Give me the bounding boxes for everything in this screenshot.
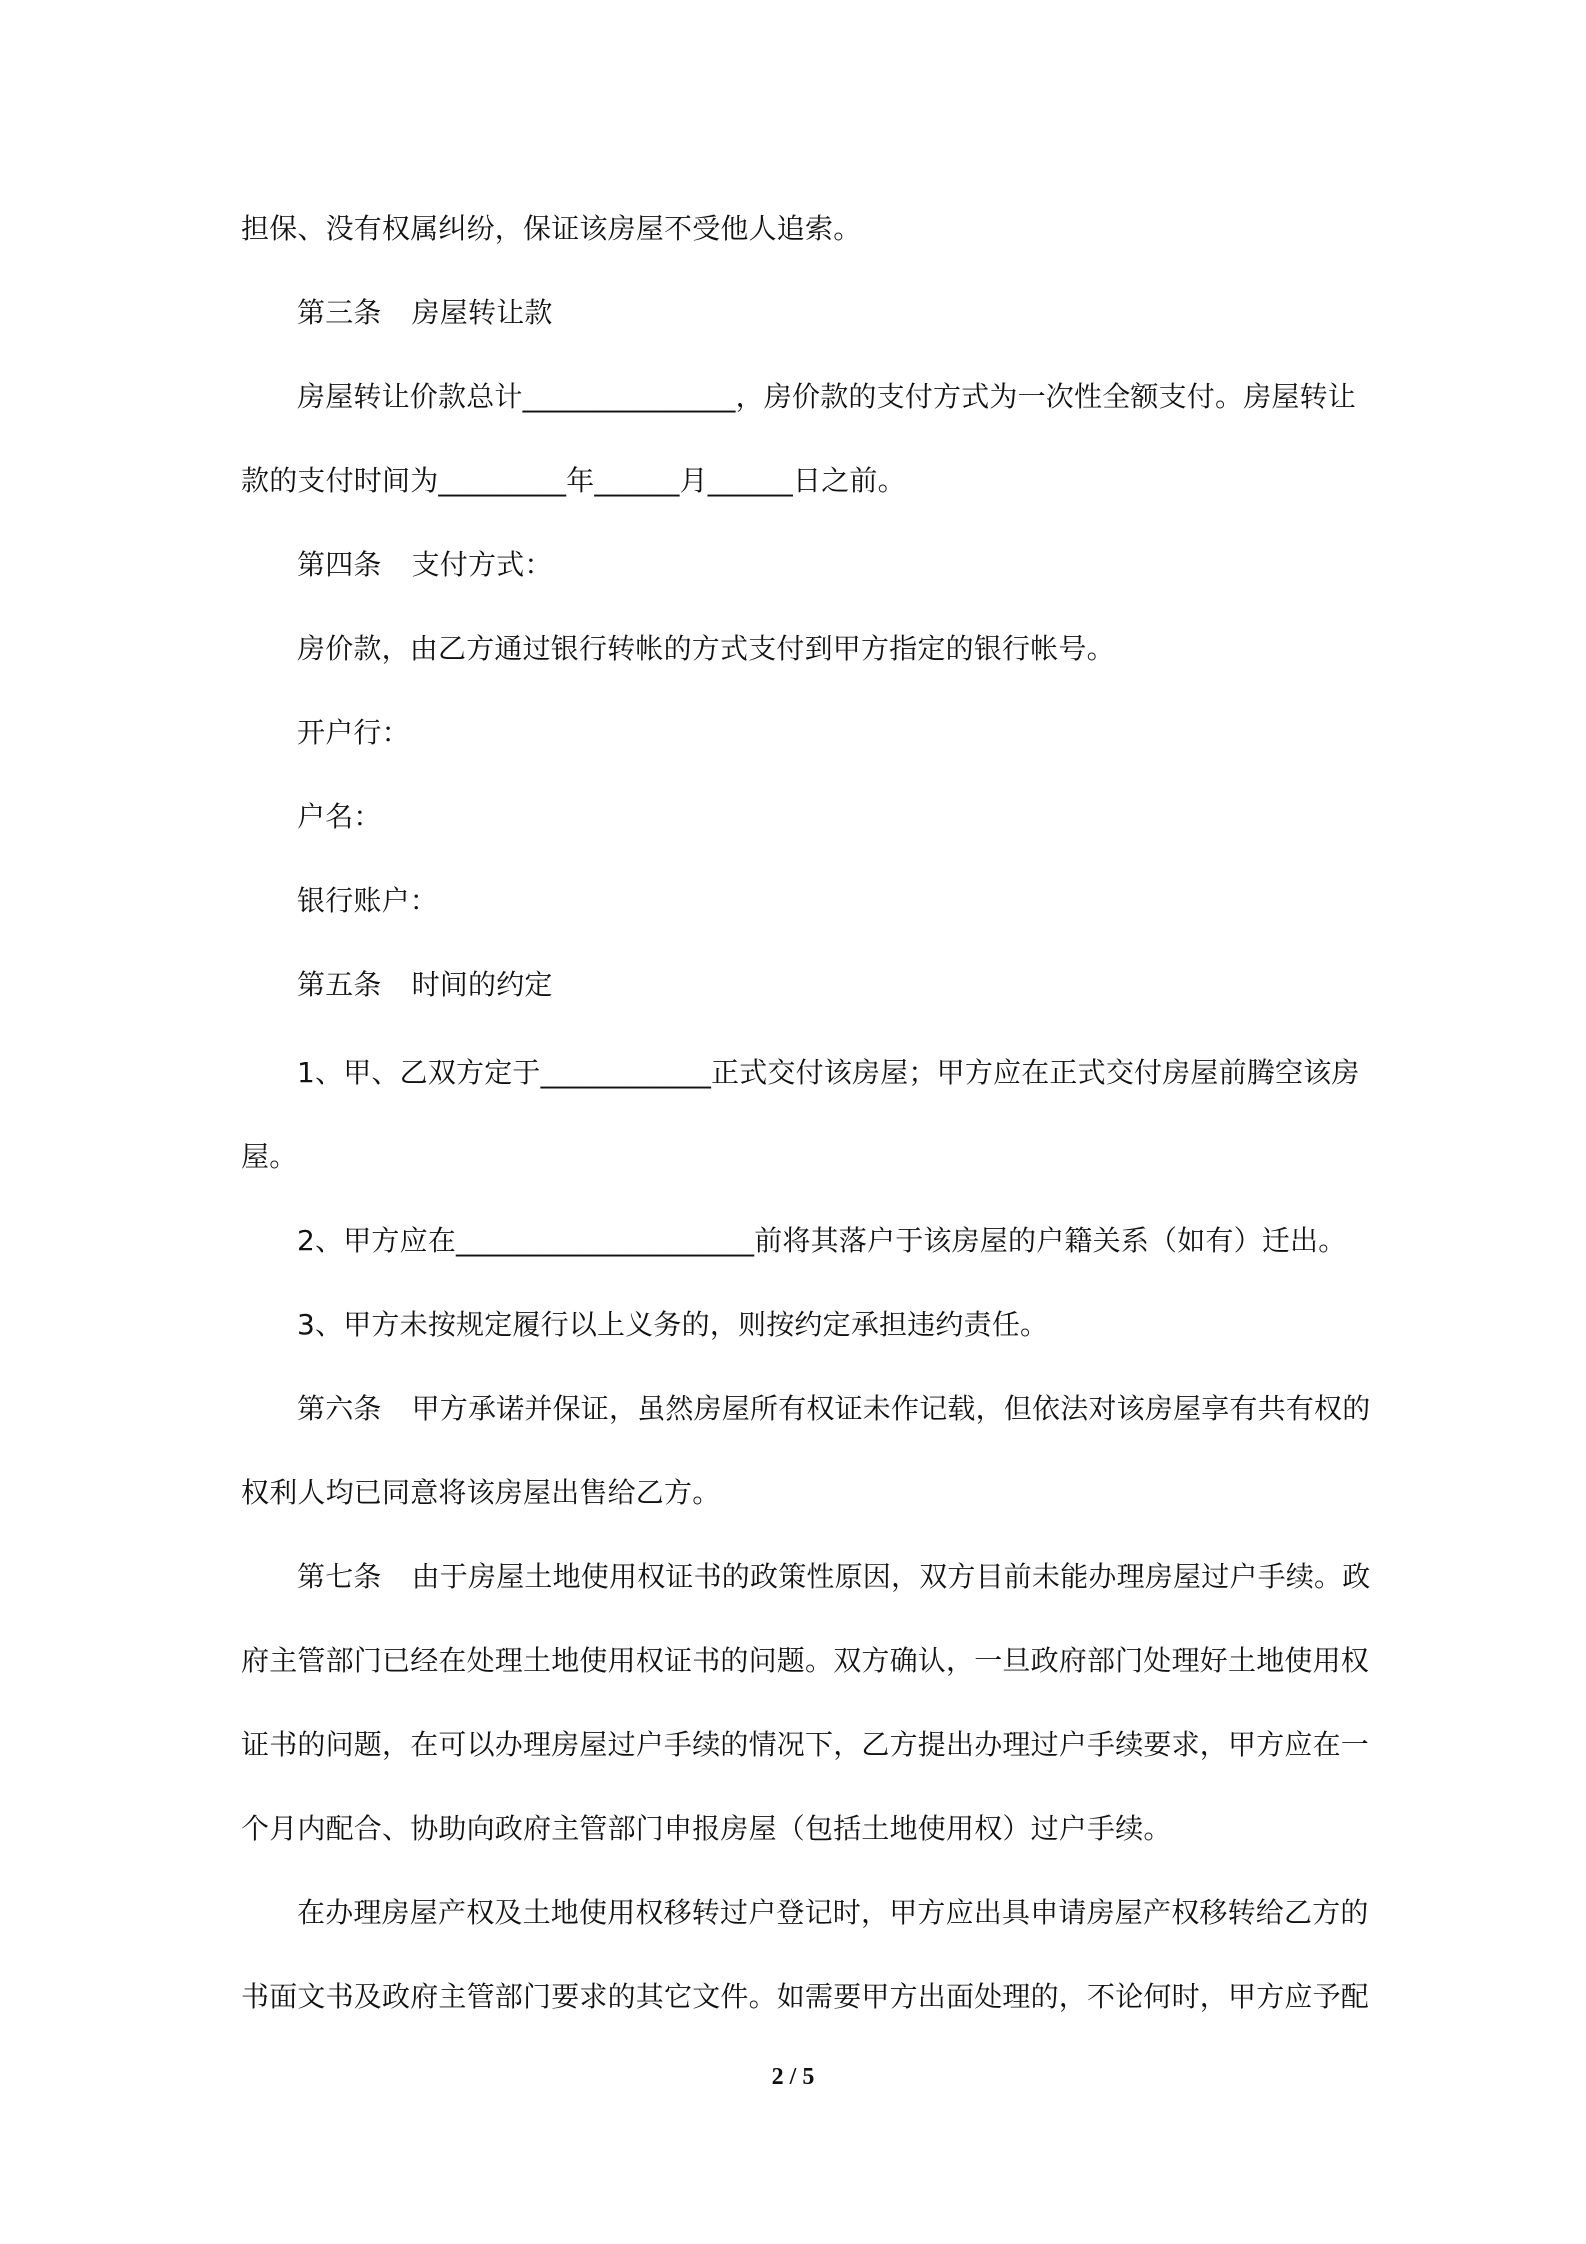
paragraph-line: 3、甲方未按规定履行以上义务的，则按约定承担违约责任。 bbox=[297, 1308, 1049, 1341]
bank-account-label: 银行账户： bbox=[297, 884, 439, 917]
article-7-heading bbox=[297, 1557, 1370, 1597]
article-number: 第五条 bbox=[297, 968, 382, 1001]
article-number: 第三条 bbox=[297, 296, 382, 329]
article-number: 第七条 bbox=[297, 1560, 382, 1593]
paragraph-line: 2、甲方应在_____________________前将其落户于该房屋的户籍关系（如有）迁出。 bbox=[297, 1224, 1347, 1257]
article-text: 甲方承诺并保证，虽然房屋所有权证未作记载，但依法对该房屋享有共有权的 bbox=[411, 1392, 1371, 1425]
paragraph-line: 屋。 bbox=[241, 1140, 298, 1173]
paragraph-line: 1、甲、乙双方定于____________正式交付该房屋；甲方应在正式交付房屋前腾空该房 bbox=[297, 1056, 1360, 1089]
paragraph-line: 书面文书及政府主管部门要求的其它文件。如需要甲方出面处理的，不论何时，甲方应予配 bbox=[241, 1980, 1370, 2013]
article-3-heading bbox=[297, 293, 553, 333]
paragraph-line: 房屋转让价款总计_______________，房价款的支付方式为一次性全额支付。房屋转让 bbox=[297, 380, 1357, 413]
paragraph-line: 房价款，由乙方通过银行转帐的方式支付到甲方指定的银行帐号。 bbox=[297, 632, 1115, 665]
paragraph-line: 款的支付时间为_________年______月______日之前。 bbox=[241, 464, 906, 497]
article-number: 第四条 bbox=[297, 548, 382, 581]
paragraph-line: 府主管部门已经在处理土地使用权证书的问题。双方确认，一旦政府部门处理好土地使用权 bbox=[241, 1644, 1370, 1677]
page-number: 2 / 5 bbox=[771, 2064, 815, 2090]
article-title: 房屋转让款 bbox=[411, 296, 553, 329]
paragraph-line: 证书的问题，在可以办理房屋过户手续的情况下，乙方提出办理过户手续要求，甲方应在一 bbox=[241, 1728, 1370, 1761]
account-name-label: 户名： bbox=[297, 800, 382, 833]
paragraph-line: 担保、没有权属纠纷，保证该房屋不受他人追索。 bbox=[241, 212, 862, 245]
article-number: 第六条 bbox=[297, 1392, 382, 1425]
article-title: 支付方式： bbox=[411, 548, 553, 581]
article-6-heading bbox=[297, 1389, 1370, 1429]
paragraph-line: 在办理房屋产权及土地使用权移转过户登记时，甲方应出具申请房屋产权移转给乙方的 bbox=[297, 1896, 1369, 1929]
paragraph-line: 个月内配合、协助向政府主管部门申报房屋（包括土地使用权）过户手续。 bbox=[241, 1812, 1172, 1845]
paragraph-line: 权利人均已同意将该房屋出售给乙方。 bbox=[241, 1476, 721, 1509]
article-title: 时间的约定 bbox=[411, 968, 553, 1001]
article-text: 由于房屋土地使用权证书的政策性原因，双方目前未能办理房屋过户手续。政 bbox=[411, 1560, 1371, 1593]
bank-name-label: 开户行： bbox=[297, 716, 410, 749]
article-5-heading bbox=[297, 965, 553, 1005]
article-4-heading bbox=[297, 545, 553, 585]
